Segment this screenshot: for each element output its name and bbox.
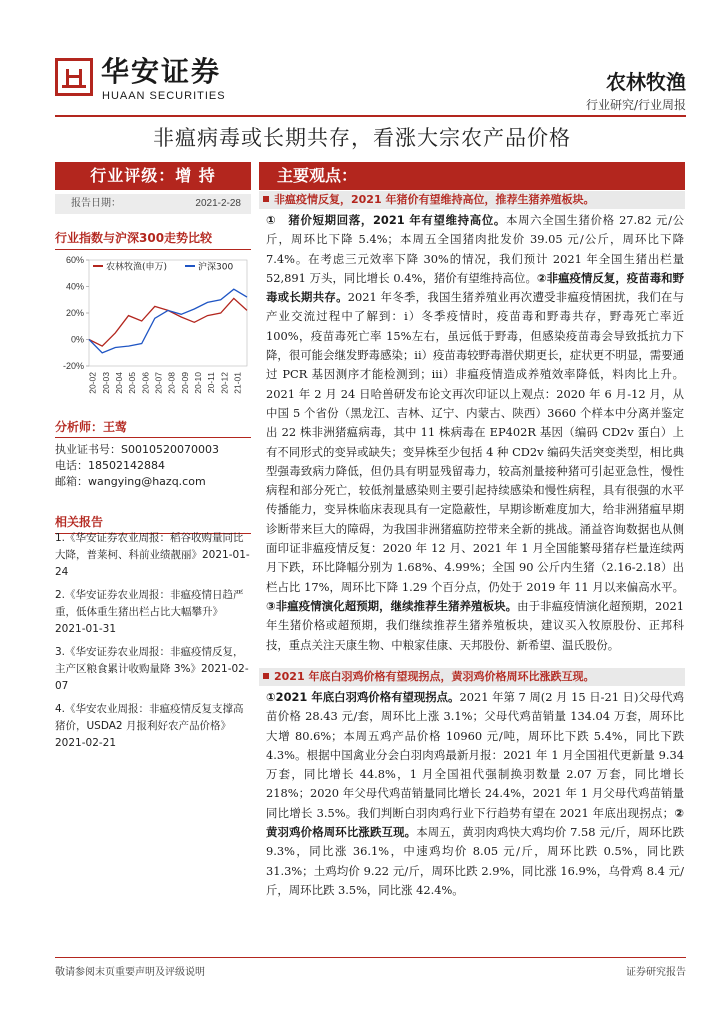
x-tick-label: 20-04: [113, 372, 124, 394]
chart-svg: [55, 252, 251, 402]
footer-divider: [55, 957, 686, 958]
related-report-item[interactable]: 4.《华安农业周报：非瘟疫情反复支撑高猪价，USDA2 月报利好农产品价格》2021-02-21: [55, 703, 244, 749]
related-report-item[interactable]: 1.《华安证券农业周报：稻谷收购量同比大降，普莱柯、科前业绩靓丽》2021-01-24: [55, 532, 250, 578]
legend-label: 沪深300: [198, 262, 234, 273]
footer-disclaimer: 敬请参阅末页重要声明及评级说明: [55, 967, 205, 978]
index-comparison-chart: [55, 252, 251, 402]
analyst-phone: 电话：18502142884: [55, 459, 165, 472]
paragraph-run: 2021 年第 7 周(2 月 15 日-21 日)父母代鸡苗价格 28.43 元/套，周环比上涨 3.1%；父母代鸡苗销量 134.04 万套，周环比大增 80.6%；本周五鸡产品价格 10960 元/吨，周环比下跌 5.4%，同比下跌 4.3%。根据中国禽业分会白羽肉鸡最新月报：2021 年 1 月全国祖代更新量 9.34 万套，同比增长 44.8%，1 月全国祖代强制换羽数量 2.07 万套，同比增长 218%；2020 年父母代鸡苗销量同比增长 24.4%，2021 年 1 月父母代鸡苗销量同比增长 3.5%。我们判断白羽肉鸡行业下行趋势有望在 2021 年底出现拐点；: [266, 690, 684, 820]
industry-category: 农林牧渔: [606, 70, 686, 94]
related-reports-list: [55, 530, 251, 758]
y-tick-label: 0%: [70, 334, 84, 345]
x-tick-label: 20-07: [153, 372, 164, 394]
header-divider: [55, 115, 686, 117]
report-type: 行业研究/行业周报: [585, 98, 686, 112]
plot-frame: [89, 260, 247, 366]
paragraph-emphasis: ②黄羽鸡价格周环比涨跌互现。: [266, 805, 684, 840]
bullet-heading-hog: [259, 191, 685, 209]
chart-heading: 行业指数与沪深300走势比较: [55, 229, 251, 250]
footer-label: 证券研究报告: [626, 967, 686, 978]
bullet-icon: [263, 196, 269, 202]
bullet-icon: [263, 673, 269, 679]
logo-text-en: HUAAN SECURITIES: [102, 90, 226, 102]
x-tick-label: 20-10: [192, 372, 203, 394]
paragraph-run: 本周五，黄羽肉鸡快大鸡均价 7.58 元/斤，周环比跌 9.3%，同比涨 36.1%，中速鸡均价 8.05 元/斤，周环比跌 0.5%，同比跌 31.3%；土鸡均价 9.22 元/斤，周环比跌 2.9%，同比涨 16.9%，乌骨鸡 8.4 元/斤，周环比跌 3.5%，同比涨 42.4%。: [266, 825, 684, 897]
x-tick-label: 20-06: [140, 372, 151, 394]
paragraph-run: 本周六全国生猪价格 27.82 元/公斤，周环比下降 5.4%；本周五全国猪肉批发价 39.05 元/公斤，周环比下降 7.4%。在考虑三元效率下降 30%的情况，我们预计 2021 年全国生猪出栏量 52,891 万头，同比增长 0.4%，猪价有望维持高位。: [266, 213, 684, 285]
report-date-bar: [55, 194, 251, 214]
seal-icon: [55, 58, 93, 96]
analyst-email[interactable]: 邮箱：wangying@hazq.com: [55, 475, 206, 488]
x-tick-label: 20-09: [179, 372, 190, 394]
paragraph-emphasis: ①2021 年底白羽鸡价格有望现拐点。: [266, 690, 460, 704]
related-report-item[interactable]: 3.《华安证券农业周报：非瘟疫情反复，主产区粮食累计收购量降 3%》2021-02-07: [55, 646, 249, 692]
related-report-item[interactable]: 2.《华安证券农业周报：非瘟疫情日趋严重，低体重生猪出栏占比大幅攀升》2021-01-31: [55, 589, 244, 635]
y-tick-label: 60%: [65, 255, 84, 265]
x-tick-label: 21-01: [232, 372, 243, 394]
paragraph-emphasis: ②非瘟疫情反复，疫苗毒和野毒或长期共存。: [266, 270, 684, 305]
main-points-heading: 主要观点：: [259, 162, 685, 190]
company-logo: [55, 56, 235, 106]
paragraph-run: 由于非瘟疫情演化超预期，2021 年生猪价格或超预期，我们继续推荐生猪养殖板块，建议买入牧原股份、正邦科技，重点关注天康生物、中粮家佳康、天邦股份、新希望、温氏股份。: [266, 598, 684, 652]
paragraph-emphasis: ③非瘟疫情演化超预期，继续推荐生猪养殖板块。: [266, 598, 518, 613]
analyst-block: [55, 419, 251, 490]
bullet-heading-text: 非瘟疫情反复，2021 年猪价有望维持高位，推荐生猪养殖板块。: [274, 193, 595, 206]
report-date-value: 2021-2-28: [195, 198, 241, 209]
y-tick-label: -20%: [62, 361, 84, 371]
bullet-heading-poultry: [259, 668, 685, 686]
y-tick-label: 20%: [65, 308, 84, 318]
analyst-license: 执业证书号：S0010520070003: [55, 443, 219, 456]
paragraph-hog: [266, 211, 684, 655]
industry-rating: 行业评级：增 持: [55, 162, 251, 190]
series-line: [89, 289, 247, 353]
x-tick-label: 20-11: [206, 372, 217, 394]
series-line: [89, 298, 247, 346]
x-tick-label: 20-12: [219, 372, 230, 394]
analyst-name: 分析师：王莺: [55, 419, 251, 438]
x-tick-label: 20-03: [100, 372, 111, 394]
x-tick-label: 20-05: [127, 372, 138, 394]
y-tick-label: 40%: [65, 281, 84, 292]
legend-label: 农林牧渔(申万): [106, 262, 168, 273]
paragraph-emphasis: ① 猪价短期回落，2021 年有望维持高位。: [266, 213, 507, 227]
related-reports-heading: 相关报告: [55, 513, 251, 534]
logo-text-cn: 华安证券: [101, 55, 222, 88]
report-date-label: 报告日期：: [71, 198, 121, 209]
bullet-heading-text: 2021 年底白羽鸡价格有望现拐点，黄羽鸡价格周环比涨跌互现。: [274, 670, 595, 683]
document-title: 非瘟病毒或长期共存，看涨大宗农产品价格: [153, 126, 571, 150]
x-tick-label: 20-02: [87, 372, 98, 394]
paragraph-run: 2021 年冬季，我国生猪养殖业再次遭受非瘟疫情困扰，我们在与产业交流过程中了解到：i）冬季疫情时，疫苗毒和野毒共存，野毒死亡率近 100%，疫苗毒死亡率 15%左右，虽远低于野毒，但感染疫苗毒会导致抵抗力下降，很可能会继发野毒感染；ii）疫苗毒较野毒潜伏期更长，症状更不明显，需要通过 PCR 基因测序才能检测到；iii）非瘟疫情造成养殖效率降低，料肉比上升。2021 年 2 月 24 日哈兽研发布论文再次印证以上观点：2020 年 6 月-12 月，从中国 5 个省份（黑龙江、吉林、辽宁、内蒙古、陕西）3660 个样本中分离并鉴定出 22 株非洲猪瘟病毒，其中 11 株病毒在 EP402R 基因（编码 CD2v 蛋白）上有不同形式的变异或缺失；变异株至少包括 4 种 CD2v 编码失活突变类型，相比典型强毒致病力降低，但仍具有明显残留毒力，较高剂量接种猪可引起亚急性，慢性病程和部分死亡，较低剂量感染则主要引起持续感染和慢性病程，具有很强的水平传播能力，变异株临床表现具有一定隐蔽性，早期诊断难度加大，给非洲猪瘟早期诊断带来巨大的障碍，为我国非洲猪瘟防控带来全新的挑战。涌益咨询数据也从侧面印证非瘟疫情反复：2020 年 12 月、2021 年 1 月全国能繁母猪存栏量连续两月下跌，环比降幅分别为 1.68%、4.99%；全国 90 公斤内生猪（2.16-2.18）出栏占比 17%，周环比下降 1.29 个百分点，仍处于 2019 年 11 月以来偏高水平。: [266, 290, 684, 594]
paragraph-poultry: [266, 688, 684, 900]
x-tick-label: 20-08: [166, 372, 177, 394]
